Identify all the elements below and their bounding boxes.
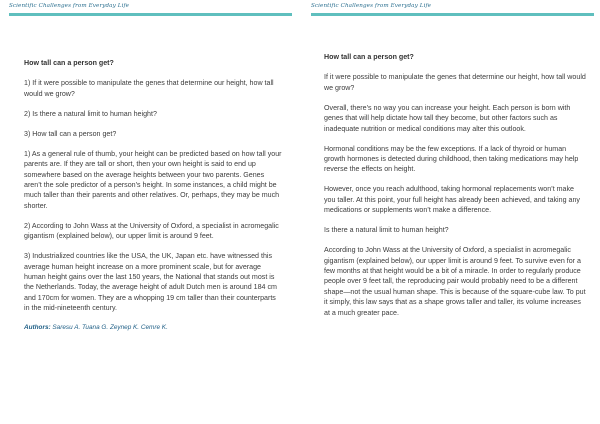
right-paragraph-4: According to John Wass at the University of Oxford, a specialist in acromegalic gigantism (explained below), our upper limit is around 9 feet. To survive even for a few months at that height would be a bit of a miracle. In order to regularly produce people over 9 feet tall, the reproducing pair would probably need to be a different shape—not the usual human shape. This is because of the square-cube law. To put it simply, this law says that as a shape grows taller and taller, its volume increases at a much greater pace. <box>324 246 586 317</box>
right-page-title: How tall can a person get? <box>324 53 414 61</box>
header-rule-right <box>311 13 594 16</box>
answer-2: 2) According to John Wass at the University of Oxford, a specialist in acromegalic gigantism (explained below), our upper limit is around 9 feet. <box>24 221 279 241</box>
question-2: 2) Is there a natural limit to human height? <box>24 109 157 118</box>
answer-3: 3) Industrialized countries like the USA, the UK, Japan etc. have witnessed this average human height increase on a more prominent scale, but for average human height gains over the last 150 years, the National that stands out most is the Netherlands. Today, the average height of adult Dutch men is around 184 cm and 170cm for women. They are a whopping 19 cm taller than their counterparts in the mid-nineteenth century. <box>24 252 277 313</box>
right-paragraph-1: Overall, there’s no way you can increase your height. Each person is born with genes that will help dictate how tall they become, but other factors such as inadequate nutrition or medical conditions may alter this outlook. <box>324 103 571 133</box>
question-3: 3) How tall can a person get? <box>24 129 117 138</box>
authors-names: Saresu A. Tuana G. Zeynep K. Cemre K. <box>52 324 168 332</box>
authors-label: Authors: <box>24 324 51 332</box>
question-1: 1) If it were possible to manipulate the genes that determine our height, how tall would we grow? <box>24 79 274 98</box>
answer-1: 1) As a general rule of thumb, your height can be predicted based on how tall your parents are. If they are tall or short, then your own height is said to end up somewhere based on the average heights between your two parents. Genes aren’t the sole predictor of a person’s height. In some instances, a child might be much taller than their parents and other relatives. Or, perhaps, they may be much shorter. <box>24 149 282 210</box>
authors-line <box>24 323 282 333</box>
right-question-1: If it were possible to manipulate the genes that determine our height, how tall would we grow? <box>324 73 586 92</box>
header-rule-left <box>9 13 292 16</box>
left-page-content <box>24 58 282 343</box>
running-head-left: Scientific Challenges from Everyday Life <box>9 3 130 9</box>
running-head-right: Scientific Challenges from Everyday Life <box>311 3 432 9</box>
left-page-title: How tall can a person get? <box>24 59 114 67</box>
right-paragraph-3: However, once you reach adulthood, taking hormonal replacements won’t make you taller. At this point, your full height has already been achieved, and taking any medications or supplements won’t make a difference. <box>324 185 580 215</box>
right-page-content <box>324 52 586 328</box>
right-paragraph-2: Hormonal conditions may be the few exceptions. If a lack of thyroid or human growth hormones is detected during childhood, then taking medications may help reverse the effects on height. <box>324 144 579 174</box>
right-page <box>300 0 600 424</box>
right-question-2: Is there a natural limit to human height? <box>324 226 449 235</box>
